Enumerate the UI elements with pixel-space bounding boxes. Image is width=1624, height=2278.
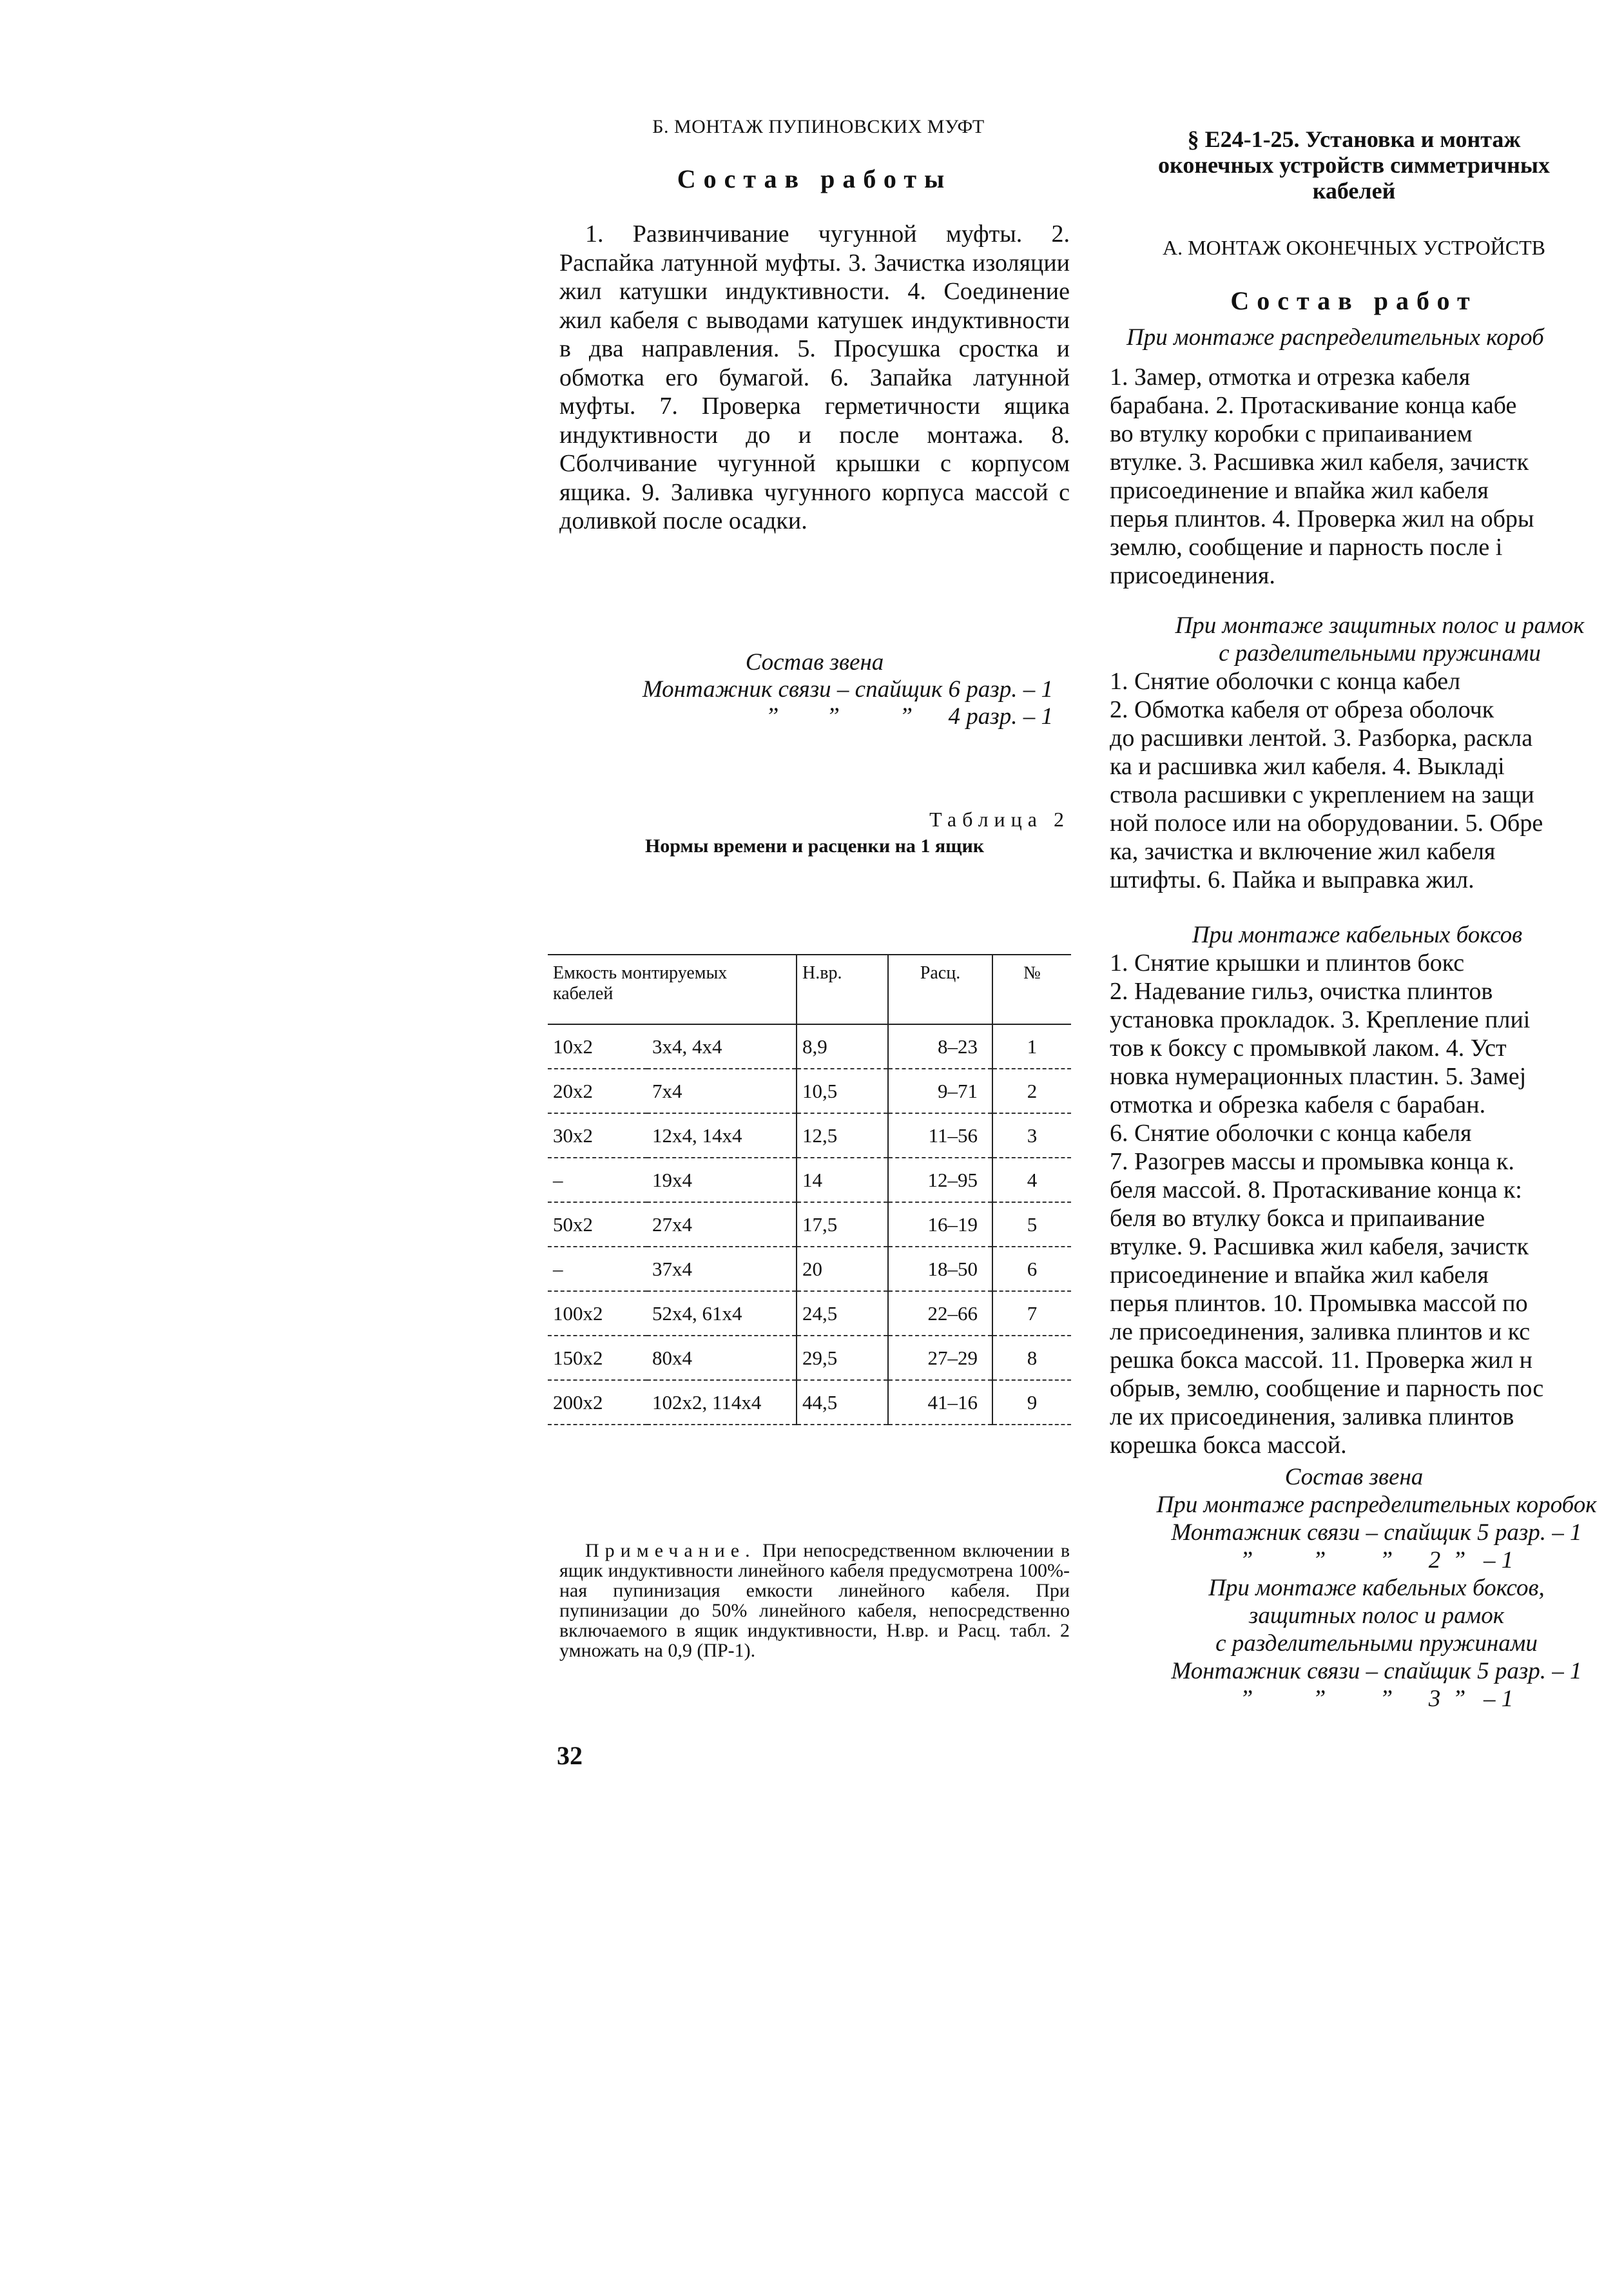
cell-number: 5 xyxy=(992,1202,1071,1247)
cell-capacity: – xyxy=(548,1158,647,1202)
subsection-title: При монтаже распределительных короб xyxy=(1126,324,1544,351)
text-line: ка, зачистка и включение жил кабеля xyxy=(1110,838,1496,865)
text-line: ствола расшивки с укреплением на защи xyxy=(1110,781,1534,808)
text-line: 1. Снятие крышки и плинтов бокс xyxy=(1110,949,1465,977)
cell-pairs: 7x4 xyxy=(647,1069,797,1113)
text-line: ле присоединения, заливка плинтов и кс xyxy=(1110,1318,1531,1345)
cell-capacity: 200x2 xyxy=(548,1380,647,1425)
text-line: обрыв, землю, сообщение и парность пос xyxy=(1110,1375,1544,1402)
cell-capacity: 150x2 xyxy=(548,1336,647,1380)
table-row xyxy=(548,1336,1071,1380)
section-title-line: § Е24-1-25. Установка и монтаж xyxy=(1187,126,1521,152)
text-line: беля массой. 8. Протаскивание конца к: xyxy=(1110,1176,1522,1203)
table-row xyxy=(548,1024,1071,1069)
cell-pairs: 12x4, 14x4 xyxy=(647,1113,797,1158)
table-header-capacity: Емкость монтируемых кабелей xyxy=(548,955,797,1024)
cell-norm: 17,5 xyxy=(797,1202,888,1247)
text-block xyxy=(1110,667,1624,894)
crew-heading: Состав звена xyxy=(1284,1464,1424,1490)
section-title-line: кабелей xyxy=(1312,178,1396,204)
table-row xyxy=(548,1380,1071,1425)
text-line: 6. Снятие оболочки с конца кабеля xyxy=(1110,1120,1472,1147)
text-line: новка нумерационных пластин. 5. Замеј xyxy=(1110,1063,1527,1090)
cell-rate: 9–71 xyxy=(888,1069,992,1113)
table-title: Нормы времени и расценки на 1 ящик xyxy=(644,835,985,857)
section-title-line: оконечных устройств симметричных xyxy=(1158,152,1550,178)
table-note xyxy=(559,1541,1070,1660)
cell-norm: 44,5 xyxy=(797,1380,888,1425)
composition-heading: Состав работы xyxy=(677,164,952,193)
text-block xyxy=(1110,363,1624,590)
table-row xyxy=(548,1202,1071,1247)
table-header-norm: Н.вр. xyxy=(797,955,888,1024)
text-line: присоединение и впайка жил кабеля xyxy=(1110,477,1489,504)
text-line: землю, сообщение и парность после і xyxy=(1110,534,1503,561)
table-row xyxy=(548,1069,1071,1113)
table-row xyxy=(548,1158,1071,1202)
crew-list xyxy=(1110,1491,1624,1713)
cell-number: 9 xyxy=(992,1380,1071,1425)
cell-pairs: 3x4, 4x4 xyxy=(647,1024,797,1069)
table-row xyxy=(548,1291,1071,1336)
cell-capacity: 100x2 xyxy=(548,1291,647,1336)
text-line: решка бокса массой. 11. Проверка жил н xyxy=(1110,1347,1532,1374)
cell-norm: 10,5 xyxy=(797,1069,888,1113)
crew-list xyxy=(559,676,1070,730)
text-line: втулке. 9. Расшивка жил кабеля, зачистк xyxy=(1110,1233,1529,1260)
text-line: 7. Разогрев массы и промывка конца к. xyxy=(1110,1148,1514,1175)
section-title xyxy=(1110,126,1624,204)
text-block xyxy=(1110,949,1624,1459)
crew-subtitle: При монтаже распределительных коробок xyxy=(1156,1492,1597,1518)
table-number: Таблица 2 xyxy=(929,807,1070,831)
cell-rate: 22–66 xyxy=(888,1291,992,1336)
text-line: ной полосе или на оборудовании. 5. Обре xyxy=(1110,810,1543,837)
subsection-title: При монтаже кабельных боксов xyxy=(1192,922,1523,948)
cell-capacity: 20x2 xyxy=(548,1069,647,1113)
cell-pairs: 102x2, 114x4 xyxy=(647,1380,797,1425)
text-line: барабана. 2. Протаскивание конца кабе xyxy=(1110,392,1517,419)
cell-capacity: 30x2 xyxy=(548,1113,647,1158)
crew-subtitle: с разделительными пружинами xyxy=(1215,1630,1538,1657)
cell-norm: 24,5 xyxy=(797,1291,888,1336)
cell-number: 8 xyxy=(992,1336,1071,1380)
text-line: присоединения. xyxy=(1110,562,1275,589)
crew-line: Монтажник связи – спайщик 5 разр. – 1 xyxy=(1171,1658,1582,1684)
text-line: установка прокладок. 3. Крепление плиі xyxy=(1110,1006,1531,1033)
composition-text: 1. Развинчивание чугунной муфты. 2. Распайка латунной муфты. 3. Зачистка изоляции жил катушки индуктивности. 4. Соединение жил кабеля с выводами катушек индуктивности в два направления. 5. Просушка сростка и обмотка его бумагой. 6. Запайка латунной муфты. 7. Проверка герметичности ящика индуктивности до и после монтажа. 8. Сболчивание чугунной крышки с корпусом ящика. 9. Заливка чугунного корпуса массой с доливкой после осадки. xyxy=(559,220,1070,534)
cell-rate: 8–23 xyxy=(888,1024,992,1069)
table-row xyxy=(548,1113,1071,1158)
text-line: 1. Снятие оболочки с конца кабел xyxy=(1110,668,1461,695)
text-line: ка и расшивка жил кабеля. 4. Выкладі xyxy=(1110,753,1505,780)
table-header-rate: Расц. xyxy=(888,955,992,1024)
cell-norm: 8,9 xyxy=(797,1024,888,1069)
cell-number: 6 xyxy=(992,1247,1071,1291)
text-line: присоединение и впайка жил кабеля xyxy=(1110,1261,1489,1289)
cell-number: 2 xyxy=(992,1069,1071,1113)
crew-subtitle: При монтаже кабельных боксов, xyxy=(1208,1575,1545,1601)
text-line: втулке. 3. Расшивка жил кабеля, зачистк xyxy=(1110,449,1529,476)
cell-rate: 18–50 xyxy=(888,1247,992,1291)
crew-line: ” ” ” 2 ” – 1 xyxy=(1239,1547,1514,1573)
composition-heading: Состав работ xyxy=(1230,286,1478,315)
text-line: корешка бокса массой. xyxy=(1110,1432,1347,1459)
crew-line: Монтажник связи – спайщик 6 разр. – 1 xyxy=(642,676,1053,703)
cell-rate: 27–29 xyxy=(888,1336,992,1380)
cell-capacity: 50x2 xyxy=(548,1202,647,1247)
cell-number: 4 xyxy=(992,1158,1071,1202)
cell-pairs: 80x4 xyxy=(647,1336,797,1380)
cell-pairs: 27x4 xyxy=(647,1202,797,1247)
table-row xyxy=(548,1247,1071,1291)
subsection-title-line: с разделительными пружинами xyxy=(1219,640,1541,667)
text-line: перья плинтов. 10. Промывка массой по xyxy=(1110,1290,1528,1317)
text-line: 2. Надевание гильз, очистка плинтов xyxy=(1110,978,1493,1005)
crew-line: ” ” ” 4 разр. – 1 xyxy=(765,703,1053,730)
cell-number: 1 xyxy=(992,1024,1071,1069)
right-column xyxy=(1110,126,1624,1713)
cell-rate: 11–56 xyxy=(888,1113,992,1158)
text-line: 2. Обмотка кабеля от обреза оболочк xyxy=(1110,696,1494,723)
cell-rate: 12–95 xyxy=(888,1158,992,1202)
text-line: беля во втулку бокса и припаивание xyxy=(1110,1205,1485,1232)
text-line: перья плинтов. 4. Проверка жил на обры xyxy=(1110,505,1534,532)
note-text: При непосредственном включении в ящик индуктивности линейного кабеля предусмотрена 100%-ная пупинизация емкости линейного кабеля. При пупинизации до 50% линейного кабеля, непосредственно включаемого в ящик индуктивности, Н.вр. и Расц. табл. 2 умножать на 0,9 (ПР-1). xyxy=(559,1540,1070,1661)
text-line: отмотка и обрезка кабеля с барабан. xyxy=(1110,1091,1486,1118)
cell-number: 3 xyxy=(992,1113,1071,1158)
cell-rate: 16–19 xyxy=(888,1202,992,1247)
table-header-number: № xyxy=(992,955,1071,1024)
text-line: ле их присоединения, заливка плинтов xyxy=(1110,1403,1514,1430)
subsection-heading: А. МОНТАЖ ОКОНЕЧНЫХ УСТРОЙСТВ xyxy=(1162,236,1546,259)
cell-norm: 20 xyxy=(797,1247,888,1291)
text-line: во втулку коробки с припаиванием xyxy=(1110,420,1473,447)
cell-rate: 41–16 xyxy=(888,1380,992,1425)
crew-line: ” ” ” 3 ” – 1 xyxy=(1239,1686,1514,1712)
cell-pairs: 37x4 xyxy=(647,1247,797,1291)
subsection-title xyxy=(1110,612,1624,667)
subsection-title-line: При монтаже защитных полос и рамок xyxy=(1175,612,1585,639)
cell-number: 7 xyxy=(992,1291,1071,1336)
text-line: до расшивки лентой. 3. Разборка, раскла xyxy=(1110,725,1533,752)
cell-capacity: – xyxy=(548,1247,647,1291)
cell-pairs: 52x4, 61x4 xyxy=(647,1291,797,1336)
cell-norm: 12,5 xyxy=(797,1113,888,1158)
text-line: тов к боксу с промывкой лаком. 4. Уст xyxy=(1110,1035,1507,1062)
crew-subtitle: защитных полос и рамок xyxy=(1248,1602,1505,1629)
norms-table xyxy=(548,954,1071,1425)
cell-pairs: 19x4 xyxy=(647,1158,797,1202)
table-header-row xyxy=(548,955,1071,1024)
cell-norm: 29,5 xyxy=(797,1336,888,1380)
crew-heading: Состав звена xyxy=(745,648,884,676)
left-column xyxy=(559,116,1070,857)
cell-norm: 14 xyxy=(797,1158,888,1202)
note-label: Примечание. xyxy=(585,1540,756,1561)
text-line: штифты. 6. Пайка и выправка жил. xyxy=(1110,866,1474,893)
cell-capacity: 10x2 xyxy=(548,1024,647,1069)
page-number: 32 xyxy=(557,1741,583,1770)
section-heading: Б. МОНТАЖ ПУПИНОВСКИХ МУФТ xyxy=(652,116,985,137)
text-line: 1. Замер, отмотка и отрезка кабеля xyxy=(1110,364,1471,391)
crew-line: Монтажник связи – спайщик 5 разр. – 1 xyxy=(1171,1519,1582,1546)
